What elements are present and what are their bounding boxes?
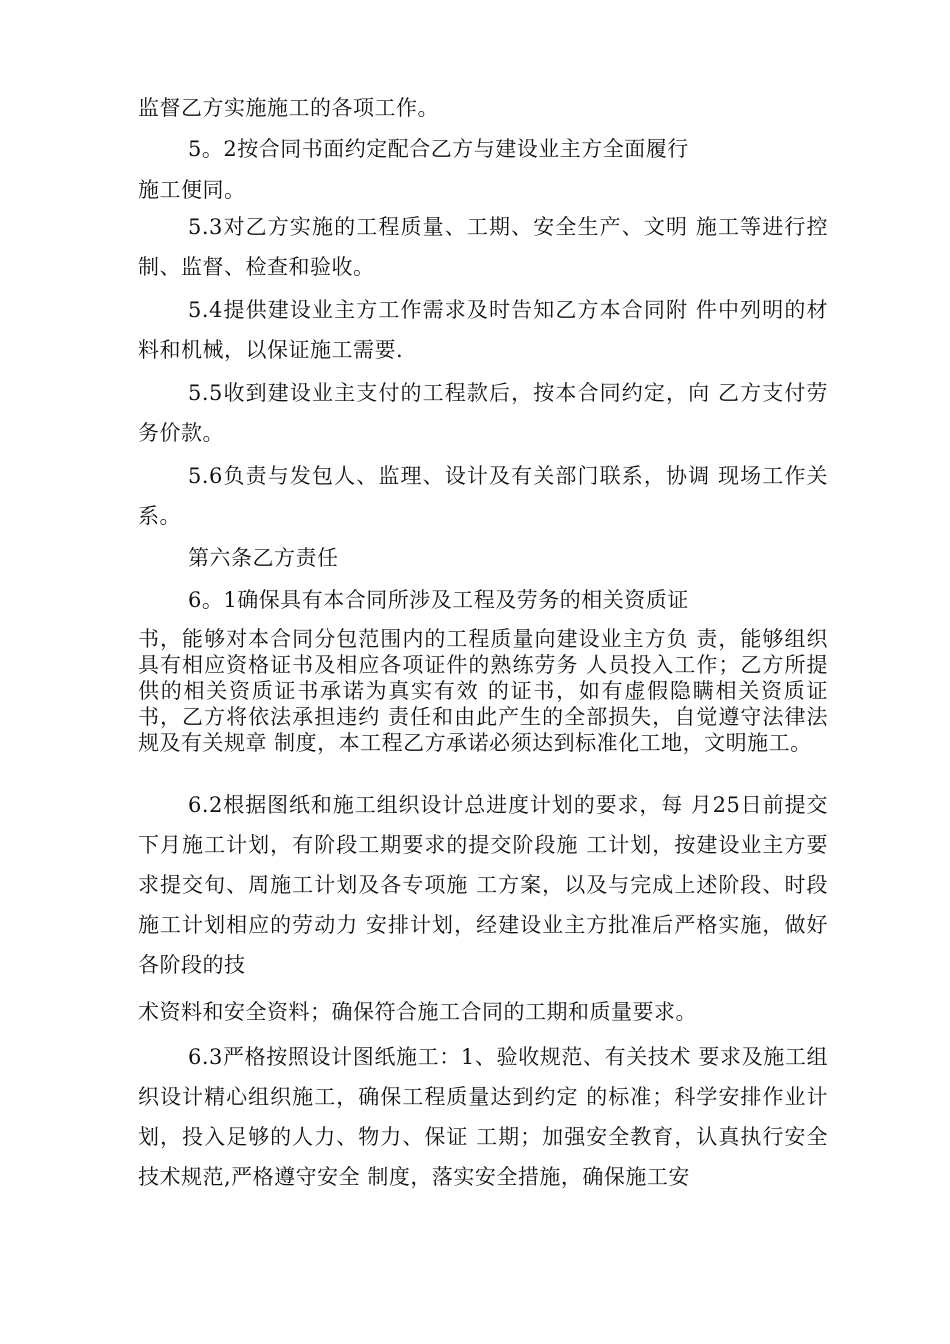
paragraph-3: 5.3对乙方实施的工程质量、工期、安全生产、文明 施工等进行控制、监督、检查和验收。: [138, 215, 828, 279]
paragraph-8: 6。1确保具有本合同所涉及工程及劳务的相关资质证: [188, 588, 689, 612]
paragraph-1: 5。2按合同书面约定配合乙方与建设业主方全面履行: [188, 137, 689, 161]
paragraph-2: 施工便同。: [138, 178, 246, 202]
paragraph-9: 书，能够对本合同分包范围内的工程质量向建设业主方负 责，能够组织具有相应资格证书及相应各项证件的熟练劳务 人员投入工作；乙方所提供的相关资质证书承诺为真实有效 的证书，如有虚假隐瞒相关资质证书，乙方将依法承担违约 责任和由此产生的全部损失，自觉遵守法律法规及有关规章 制度，本工程乙方承诺必须达到标准化工地，文明施工。: [138, 627, 828, 755]
paragraph-4: 5.4提供建设业主方工作需求及时告知乙方本合同附 件中列明的材料和机械，以保证施工需要.: [138, 298, 828, 362]
paragraph-6: 5.6负责与发包人、监理、设计及有关部门联系，协调 现场工作关系。: [138, 464, 828, 528]
section-heading: 第六条乙方责任: [188, 546, 339, 570]
paragraph-12: 6.3严格按照设计图纸施工：1、验收规范、有关技术 要求及施工组织设计精心组织施工，确保工程质量达到约定 的标准；科学安排作业计划，投入足够的人力、物力、保证 工期；加强安全教育，认真执行安全技术规范,严格遵守安全 制度，落实安全措施，确保施工安: [138, 1045, 828, 1189]
paragraph-0: 监督乙方实施施工的各项工作。: [138, 96, 439, 120]
paragraph-10: 6.2根据图纸和施工组织设计总进度计划的要求，每 月25日前提交下月施工计划，有阶段工期要求的提交阶段施 工计划，按建设业主方要求提交旬、周施工计划及各专项施 工方案，以及与完成上述阶段、时段施工计划相应的劳动力 安排计划，经建设业主方批准后严格实施，做好各阶段的技: [138, 793, 828, 977]
paragraph-11: 术资料和安全资料；确保符合施工合同的工期和质量要求。: [138, 1000, 697, 1024]
paragraph-5: 5.5收到建设业主支付的工程款后，按本合同约定，向 乙方支付劳务价款。: [138, 381, 828, 445]
